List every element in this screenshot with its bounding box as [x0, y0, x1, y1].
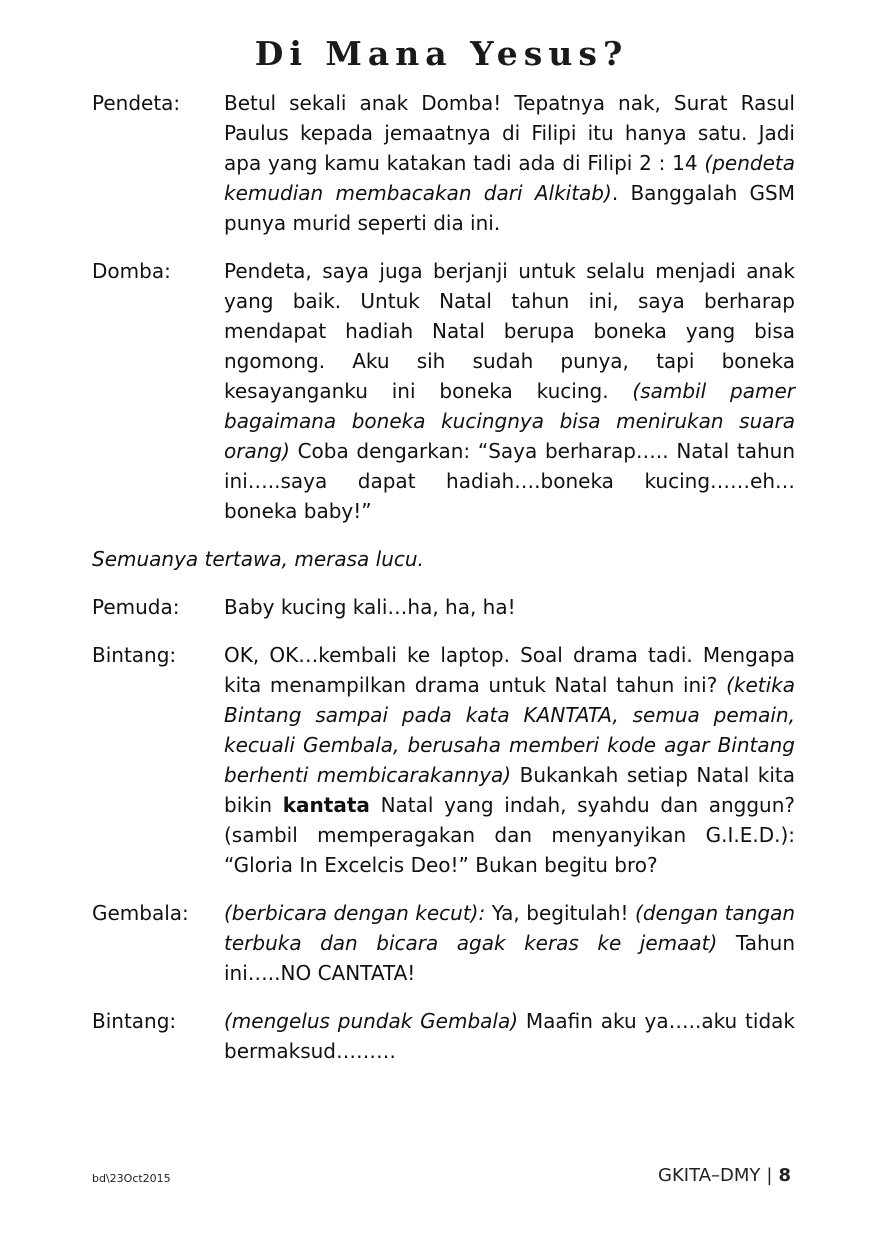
spoken-text: Bukankah setiap Natal kita bikin — [224, 763, 795, 817]
footer-label: GKITA–DMY — [658, 1165, 761, 1186]
dialogue-entry — [92, 88, 795, 238]
dialogue-text — [224, 256, 795, 526]
speaker-name: Bintang: — [92, 643, 177, 667]
speaker-name: Bintang: — [92, 1009, 177, 1033]
stage-note: (dengan tangan terbuka dan bicara agak keras ke jemaat) — [224, 901, 795, 955]
stage-note: (mengelus pundak Gembala) — [224, 1009, 519, 1033]
dialogue-text — [224, 898, 795, 988]
footer-date: bd\23Oct2015 — [92, 1172, 171, 1185]
stage-direction: Semuanya tertawa, merasa lucu. — [92, 547, 424, 571]
spoken-text: . Banggalah GSM punya murid seperti dia ini. — [224, 181, 795, 235]
dialogue-block-1 — [92, 88, 795, 526]
stage-note: (pendeta kemudian membacakan dari Alkitab) — [224, 151, 795, 205]
speaker-name: Pendeta: — [92, 91, 181, 115]
spoken-text: Ya, begitulah! — [485, 901, 636, 925]
spoken-text: Maafin aku ya…..aku tidak bermaksud……… — [224, 1009, 795, 1063]
footer-separator: | — [766, 1165, 773, 1186]
spoken-text: Tahun ini…..NO CANTATA! — [224, 931, 796, 985]
dialogue-text — [224, 88, 795, 238]
stage-note: (sambil pamer bagaimana boneka kucingnya bisa menirukan suara orang) — [224, 379, 795, 463]
speaker-name: Pemuda: — [92, 595, 180, 619]
spoken-text: Betul sekali anak Domba! Tepatnya nak, Surat Rasul Paulus kepada jemaatnya di Filipi itu hanya satu. Jadi apa yang kamu katakan tadi ada di Filipi 2 : 14 — [224, 91, 795, 175]
footer-page-info — [658, 1165, 791, 1186]
dialogue-block-2 — [92, 592, 795, 1066]
dialogue-text — [224, 640, 795, 880]
stage-note: (berbicara dengan kecut): — [224, 901, 486, 925]
spoken-text: Pendeta, saya juga berjanji untuk selalu menjadi anak yang baik. Untuk Natal tahun ini, saya berharap mendapat hadiah Natal berupa boneka yang bisa ngomong. Aku sih sudah punya, tapi boneka kesayanganku ini boneka kucing. — [224, 259, 795, 403]
dialogue-entry — [92, 898, 795, 988]
dialogue-entry — [92, 592, 795, 622]
dialogue-text — [224, 1006, 795, 1066]
page-number: 8 — [778, 1165, 791, 1186]
dialogue-entry — [92, 256, 795, 526]
speaker-name: Gembala: — [92, 901, 189, 925]
dialogue-entry — [92, 1006, 795, 1066]
stage-note: (ketika Bintang sampai pada kata KANTATA, semua pemain, kecuali Gembala, berusaha memberi kode agar Bintang berhenti membicarakannya) — [224, 673, 795, 787]
speaker-name: Domba: — [92, 259, 171, 283]
script-body — [92, 88, 795, 1084]
spoken-text: Coba dengarkan: “Saya berharap….. Natal tahun ini…..saya dapat hadiah….boneka kucing……eh…boneka baby!” — [224, 439, 795, 523]
spoken-text: Natal yang indah, syahdu dan anggun? (sambil memperagakan dan menyanyikan G.I.E.D.): “Gloria In Excelcis Deo!” Bukan begitu bro? — [224, 793, 795, 877]
page-title: Di Mana Yesus? — [254, 34, 629, 73]
spoken-text: OK, OK…kembali ke laptop. Soal drama tadi. Mengapa kita menampilkan drama untuk Natal tahun ini? — [224, 643, 795, 697]
dialogue-entry — [92, 640, 795, 880]
dialogue-text — [224, 592, 795, 622]
emphasis-text: kantata — [282, 793, 370, 817]
spoken-text: Baby kucing kali…ha, ha, ha! — [224, 595, 516, 619]
